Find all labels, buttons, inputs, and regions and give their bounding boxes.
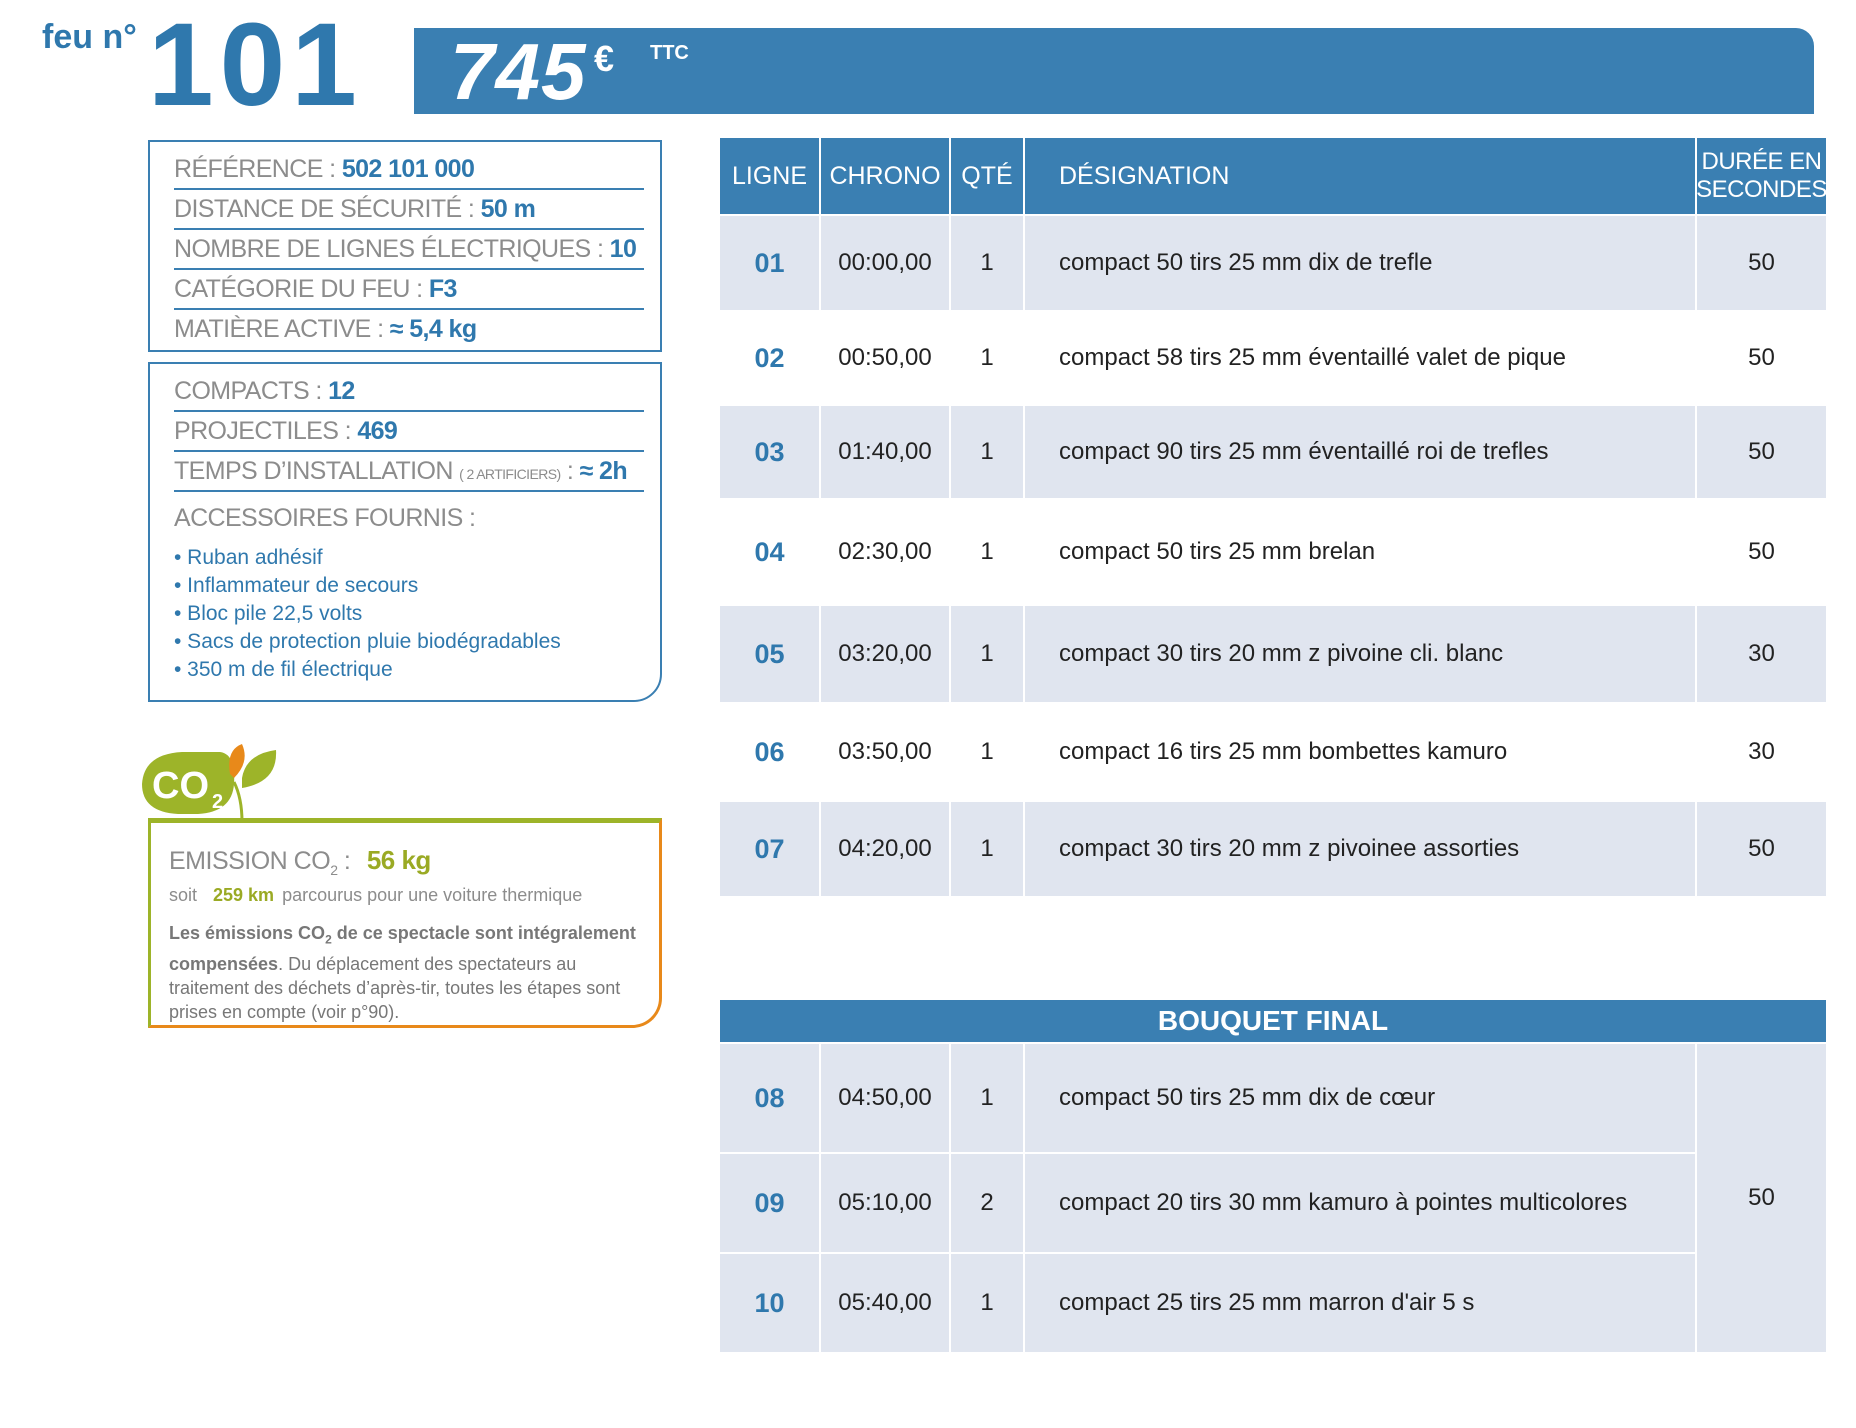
col-header-chrono: CHRONO [821,138,949,214]
cell-qte: 2 [951,1154,1023,1252]
table-row [720,1044,1826,1152]
cell-chrono: 05:40,00 [821,1254,949,1352]
cell-ligne: 04 [754,536,785,567]
cell-ligne: 09 [720,1154,819,1252]
cell-designation: compact 20 tirs 30 mm kamuro à pointes multicolores [1025,1154,1695,1252]
accessory-item: • Inflammateur de secours [174,574,419,597]
spec-value: 502 101 000 [341,155,475,183]
cell-qte: 1 [951,802,1023,896]
spec-category [174,270,644,310]
spec-label: DISTANCE DE SÉCURITÉ : [174,195,481,223]
contents-list [174,372,644,492]
cell-chrono: 03:50,00 [838,738,932,765]
co2-text-bold: Les émissions CO [169,923,326,943]
cell-duree: 30 [1697,606,1826,702]
specs-box [148,140,662,352]
table-row [720,802,1826,896]
price-value: 745 [450,27,587,116]
spec-value: 10 [609,235,637,263]
accessory-item: • Sacs de protection pluie biodégradables [174,630,561,653]
cell-chrono: 05:10,00 [821,1154,949,1252]
cell-duree: 50 [1697,216,1826,310]
cell-designation: compact 90 tirs 25 mm éventaillé roi de trefles [1025,406,1695,498]
spec-distance [174,190,644,230]
cell-qte: 1 [951,1254,1023,1352]
co2-sub-prefix: soit [169,885,198,905]
spec-value: 50 m [480,195,536,223]
accessory-item: • Bloc pile 22,5 volts [174,602,363,625]
accessory-item: • 350 m de fil électrique [174,658,393,681]
co2-title [169,845,431,878]
cell-qte: 1 [980,344,994,371]
co2-text-rest: . Du déplacement des spectateurs au traitement des déchets d’après-tir, toutes les étapes sont prises en compte (voir p°90). [169,953,621,1022]
table-row [720,406,1826,498]
cell-qte: 1 [951,1044,1023,1152]
cell-ligne: 02 [754,342,785,373]
co2-value: 56 kg [366,845,431,875]
cell-chrono: 00:50,00 [838,344,932,371]
cell-duree: 50 [1748,538,1775,565]
col-header-designation: DÉSIGNATION [1025,138,1695,214]
col-header-qte: QTÉ [951,138,1023,214]
cell-qte: 1 [951,216,1023,310]
table-row [720,216,1826,310]
spec-label: COMPACTS : [174,377,329,405]
spec-compacts [174,372,644,412]
spec-value: ≈ 2h [579,457,628,485]
feu-number: 101 [148,0,363,131]
co2-equivalent [169,885,582,906]
cell-designation: compact 50 tirs 25 mm dix de cœur [1025,1044,1695,1152]
cell-ligne: 07 [720,802,819,896]
spec-note: ( 2 ARTIFICIERS) [459,466,561,482]
co2-km: 259 km [213,885,275,905]
col-header-duree-line1: DURÉE EN [1701,148,1822,175]
cell-ligne: 08 [720,1044,819,1152]
co2-title-sep: : [337,847,357,875]
cell-chrono: 00:00,00 [821,216,949,310]
table-row [720,606,1826,702]
cell-chrono: 04:20,00 [821,802,949,896]
spec-label: CATÉGORIE DU FEU : [174,275,429,303]
cell-ligne: 03 [720,406,819,498]
col-header-duree-line2: SECONDES [1696,176,1827,203]
co2-title-sub: 2 [330,862,338,878]
contents-box [148,362,662,702]
spec-separator: : [560,457,580,485]
spec-label: MATIÈRE ACTIVE : [174,315,390,343]
bouquet-duree: 50 [1697,1044,1826,1352]
cell-designation: compact 30 tirs 20 mm z pivoinee assorties [1025,802,1695,896]
table-row [720,704,1826,800]
cell-duree: 50 [1697,406,1826,498]
spec-projectiles [174,412,644,452]
cell-designation: compact 16 tirs 25 mm bombettes kamuro [1059,738,1508,765]
feu-label: feu n° [42,18,137,56]
cell-designation: compact 25 tirs 25 mm marron d'air 5 s [1025,1254,1695,1352]
col-header-duree [1697,138,1826,214]
cell-ligne: 05 [720,606,819,702]
table-row [720,1154,1826,1252]
spec-lines [174,230,644,270]
co2-leaf-icon [138,738,288,824]
price-ttc-label: TTC [650,42,689,64]
cell-chrono: 03:20,00 [821,606,949,702]
cell-qte: 1 [980,538,994,565]
co2-description [169,921,639,1024]
cell-chrono: 01:40,00 [821,406,949,498]
bouquet-final-header: BOUQUET FINAL [720,1000,1826,1042]
cell-qte: 1 [951,606,1023,702]
accessory-item: • Ruban adhésif [174,546,323,569]
price-currency: € [594,38,615,79]
spec-label: PROJECTILES : [174,417,358,445]
cell-qte: 1 [980,738,994,765]
co2-text-sub: 2 [325,932,332,947]
spec-active-matter [174,310,644,348]
cell-ligne: 06 [754,736,785,767]
cell-qte: 1 [951,406,1023,498]
specs-list [174,150,644,348]
price-bar [414,28,1814,114]
col-header-ligne: LIGNE [720,138,819,214]
cell-chrono: 04:50,00 [821,1044,949,1152]
table-row [720,1254,1826,1352]
cell-duree: 50 [1748,344,1775,371]
co2-logo-text: CO [152,765,209,807]
spec-label: RÉFÉRENCE : [174,155,342,183]
spec-value: F3 [428,275,457,303]
cell-designation: compact 50 tirs 25 mm dix de trefle [1025,216,1695,310]
cell-chrono: 02:30,00 [838,538,932,565]
spec-install-time [174,452,644,492]
spec-value: 469 [357,417,398,445]
cell-ligne: 10 [720,1254,819,1352]
accessories-title: ACCESSOIRES FOURNIS : [174,504,476,532]
accessories-list [174,544,561,684]
co2-text-bold2: de ce spectacle sont intégralement compensées [169,923,636,974]
co2-box [148,818,662,1028]
co2-title-text: EMISSION CO [169,847,331,875]
table-row [720,312,1826,404]
spec-value: ≈ 5,4 kg [389,315,477,343]
spec-label: NOMBRE DE LIGNES ÉLECTRIQUES : [174,235,610,263]
co2-sub-suffix: parcourus pour une voiture thermique [282,885,583,905]
spec-label: TEMPS D’INSTALLATION [174,457,460,485]
cell-duree: 30 [1748,738,1775,765]
spec-reference [174,150,644,190]
co2-logo-sub: 2 [212,791,224,813]
cell-designation: compact 50 tirs 25 mm brelan [1059,538,1376,565]
spec-value: 12 [328,377,355,405]
cell-designation: compact 30 tirs 20 mm z pivoine cli. blanc [1025,606,1695,702]
cell-ligne: 01 [720,216,819,310]
table-row [720,500,1826,604]
cell-designation: compact 58 tirs 25 mm éventaillé valet de pique [1059,344,1566,371]
table-header [720,138,1826,214]
cell-duree: 50 [1697,802,1826,896]
